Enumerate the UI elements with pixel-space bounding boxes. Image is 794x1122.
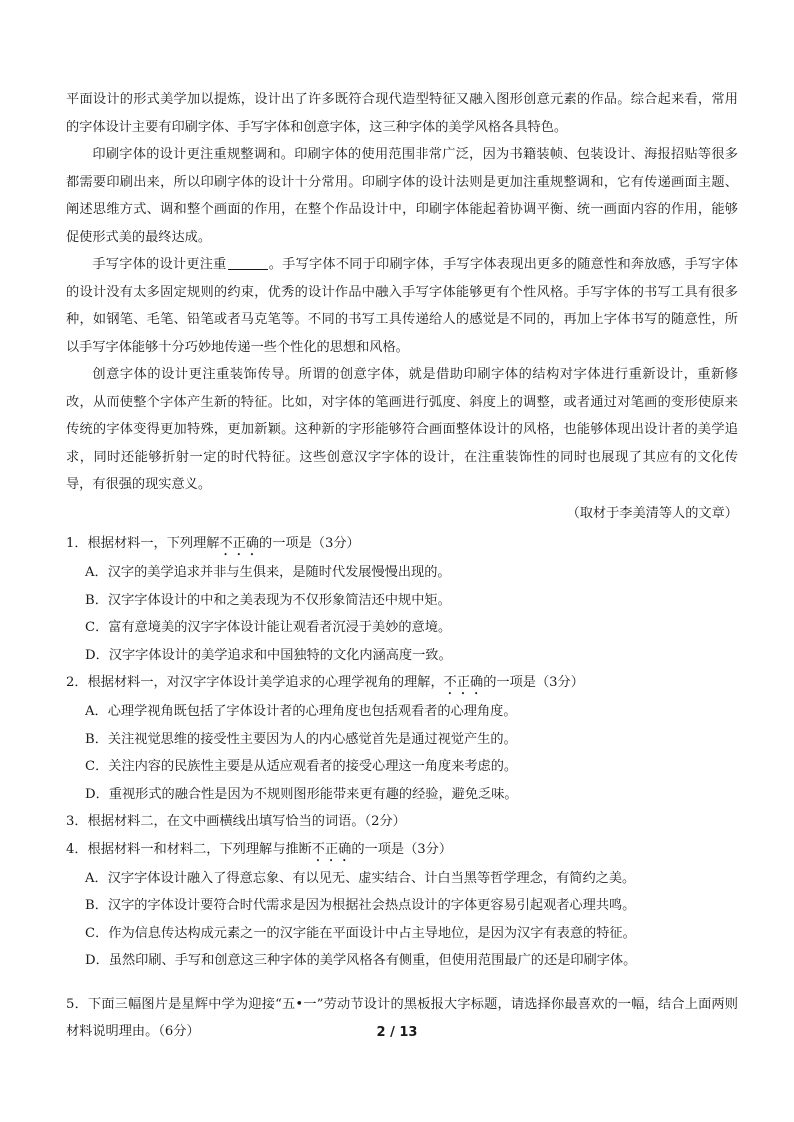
paragraph-print-fonts: 印刷字体的设计更注重规整调和。印刷字体的使用范围非常广泛，因为书籍装帧、包装设计、海报招贴等很多都需要印刷出来，所以印刷字体的设计十分常用。印刷字体的设计法则是更加注重规整调和，它有传递画面主题、阐述思维方式、调和整个画面的作用，在整个作品设计中，印刷字体能起着协调平衡、统一画面内容的作用，能够促使形式美的最终达成。 [66, 147, 738, 245]
paragraph-creative-fonts: 创意字体的设计更注重装饰传导。所谓的创意字体，就是借助印刷字体的结构对字体进行重新设计，重新修改，从而使整个字体产生新的特征。比如，对字体的笔画进行弧度、斜度上的调整，或者通过对笔画的变形使原来传统的字体变得更加特殊，更加新颖。这种新的字形能够符合画面整体设计的风格，也能够体现出设计者的美学追求，同时还能够折射一定的时代特征。这些创意汉字字体的设计，在注重装饰性的同时也展现了其应有的文化传导，有很强的现实意义。 [66, 367, 738, 492]
question-1-option-d: D．汉字字体设计的美学追求和中国独特的文化内涵高度一致。 [85, 647, 452, 663]
question-5: 5．下面三幅图片是星辉中学为迎接“五•一”劳动节设计的黑板报大字标题，请选择你最喜欢的一幅，结合上面两则材料说明理由。（6分） [66, 996, 738, 1039]
question-1-pre: 1．根据材料一，下列理解 [66, 536, 220, 551]
question-2-option-d: D．重视形式的融合性是因为不规则图形能带来更有趣的经验，避免乏味。 [85, 786, 518, 802]
paragraph-handwritten-rest: 。手写字体不同于印刷字体，手写字体表现出更多的随意性和奔放感，手写字体的设计没有太多固定规则的约束，优秀的设计作品中融入手写字体能够更有个性风格。手写字体的书写工具有很多种，如钢笔、毛笔、铅笔或者马克笔等。不同的书写工具传递给人的感觉是不同的，再加上字体书写的随意性，所以手写字体能够十分巧妙地传递一些个性化的思想和风格。 [66, 257, 739, 355]
question-4-option-c: C．作为信息传达构成元素之一的汉字能在平面设计中占主导地位，是因为汉字有表意的特征。 [85, 925, 636, 941]
question-1-option-b: B．汉字字体设计的中和之美表现为不仅形象简洁还中规中矩。 [85, 592, 451, 608]
question-4-pre: 4．根据材料一和材料二，下列理解与推断 [66, 841, 312, 857]
question-2-option-a: A．心理学视角既包括了字体设计者的心理角度也包括观看者的心理角度。 [85, 704, 517, 719]
question-1 [66, 530, 738, 669]
question-1-stem [66, 530, 738, 559]
paragraph-handwritten-lead: 手写字体的设计更注重 [92, 257, 227, 272]
question-1-option-a: A．汉字的美学追求并非与生俱来，是随时代发展慢慢出现的。 [85, 565, 451, 580]
question-4-option-a: A．汉字字体设计融入了得意忘象、有以见无、虚实结合、计白当黑等哲学理念，有简约之美。 [85, 870, 636, 886]
question-2-stem [66, 669, 738, 698]
page-number: 2 / 13 [376, 1025, 418, 1040]
page-content [66, 86, 738, 1046]
question-2-pre: 2．根据材料一，对汉字字体设计美学追求的心理学视角的理解， [66, 675, 444, 690]
question-4-option-d: D．虽然印刷、手写和创意这三种字体的美学风格各有侧重，但使用范围最广的还是印刷字体。 [85, 953, 637, 968]
question-3: 3．根据材料二，在文中画横线出填写恰当的词语。（2分） [66, 814, 406, 829]
question-2-option-b: B．关注视觉思维的接受性主要因为人的内心感觉首先是通过视觉产生的。 [85, 731, 517, 747]
question-4-option-b: B．汉字的字体设计要符合时代需求是因为根据社会热点设计的字体更容易引起观者心理共鸣。 [85, 898, 636, 913]
paragraph-handwritten-fonts [66, 251, 738, 361]
question-2-post: 的一项是（3分） [483, 675, 584, 690]
question-4 [66, 836, 738, 975]
fill-in-blank[interactable] [228, 255, 268, 270]
paragraph-continued: 平面设计的形式美学加以提炼，设计出了许多既符合现代造型特征又融入图形创意元素的作品。综合起来看，常用的字体设计主要有印刷字体、手写字体和创意字体，这三种字体的美学风格各具特色。 [66, 92, 738, 135]
question-2-emphasis: 不正确 [443, 675, 484, 690]
question-4-post: 的一项是（3分） [351, 841, 453, 857]
source-citation: （取材于李美清等人的文章） [566, 505, 738, 521]
question-4-emphasis: 不正确 [311, 841, 352, 857]
question-1-option-c: C．富有意境美的汉字字体设计能让观看者沉浸于美妙的意境。 [85, 620, 452, 635]
question-4-stem [66, 836, 738, 865]
question-2-option-c: C．关注内容的民族性主要是从适应观看者的接受心理这一角度来考虑的。 [85, 759, 518, 774]
question-2 [66, 669, 738, 808]
question-1-post: 的一项是（3分） [259, 536, 360, 551]
question-1-emphasis: 不正确 [219, 536, 260, 551]
